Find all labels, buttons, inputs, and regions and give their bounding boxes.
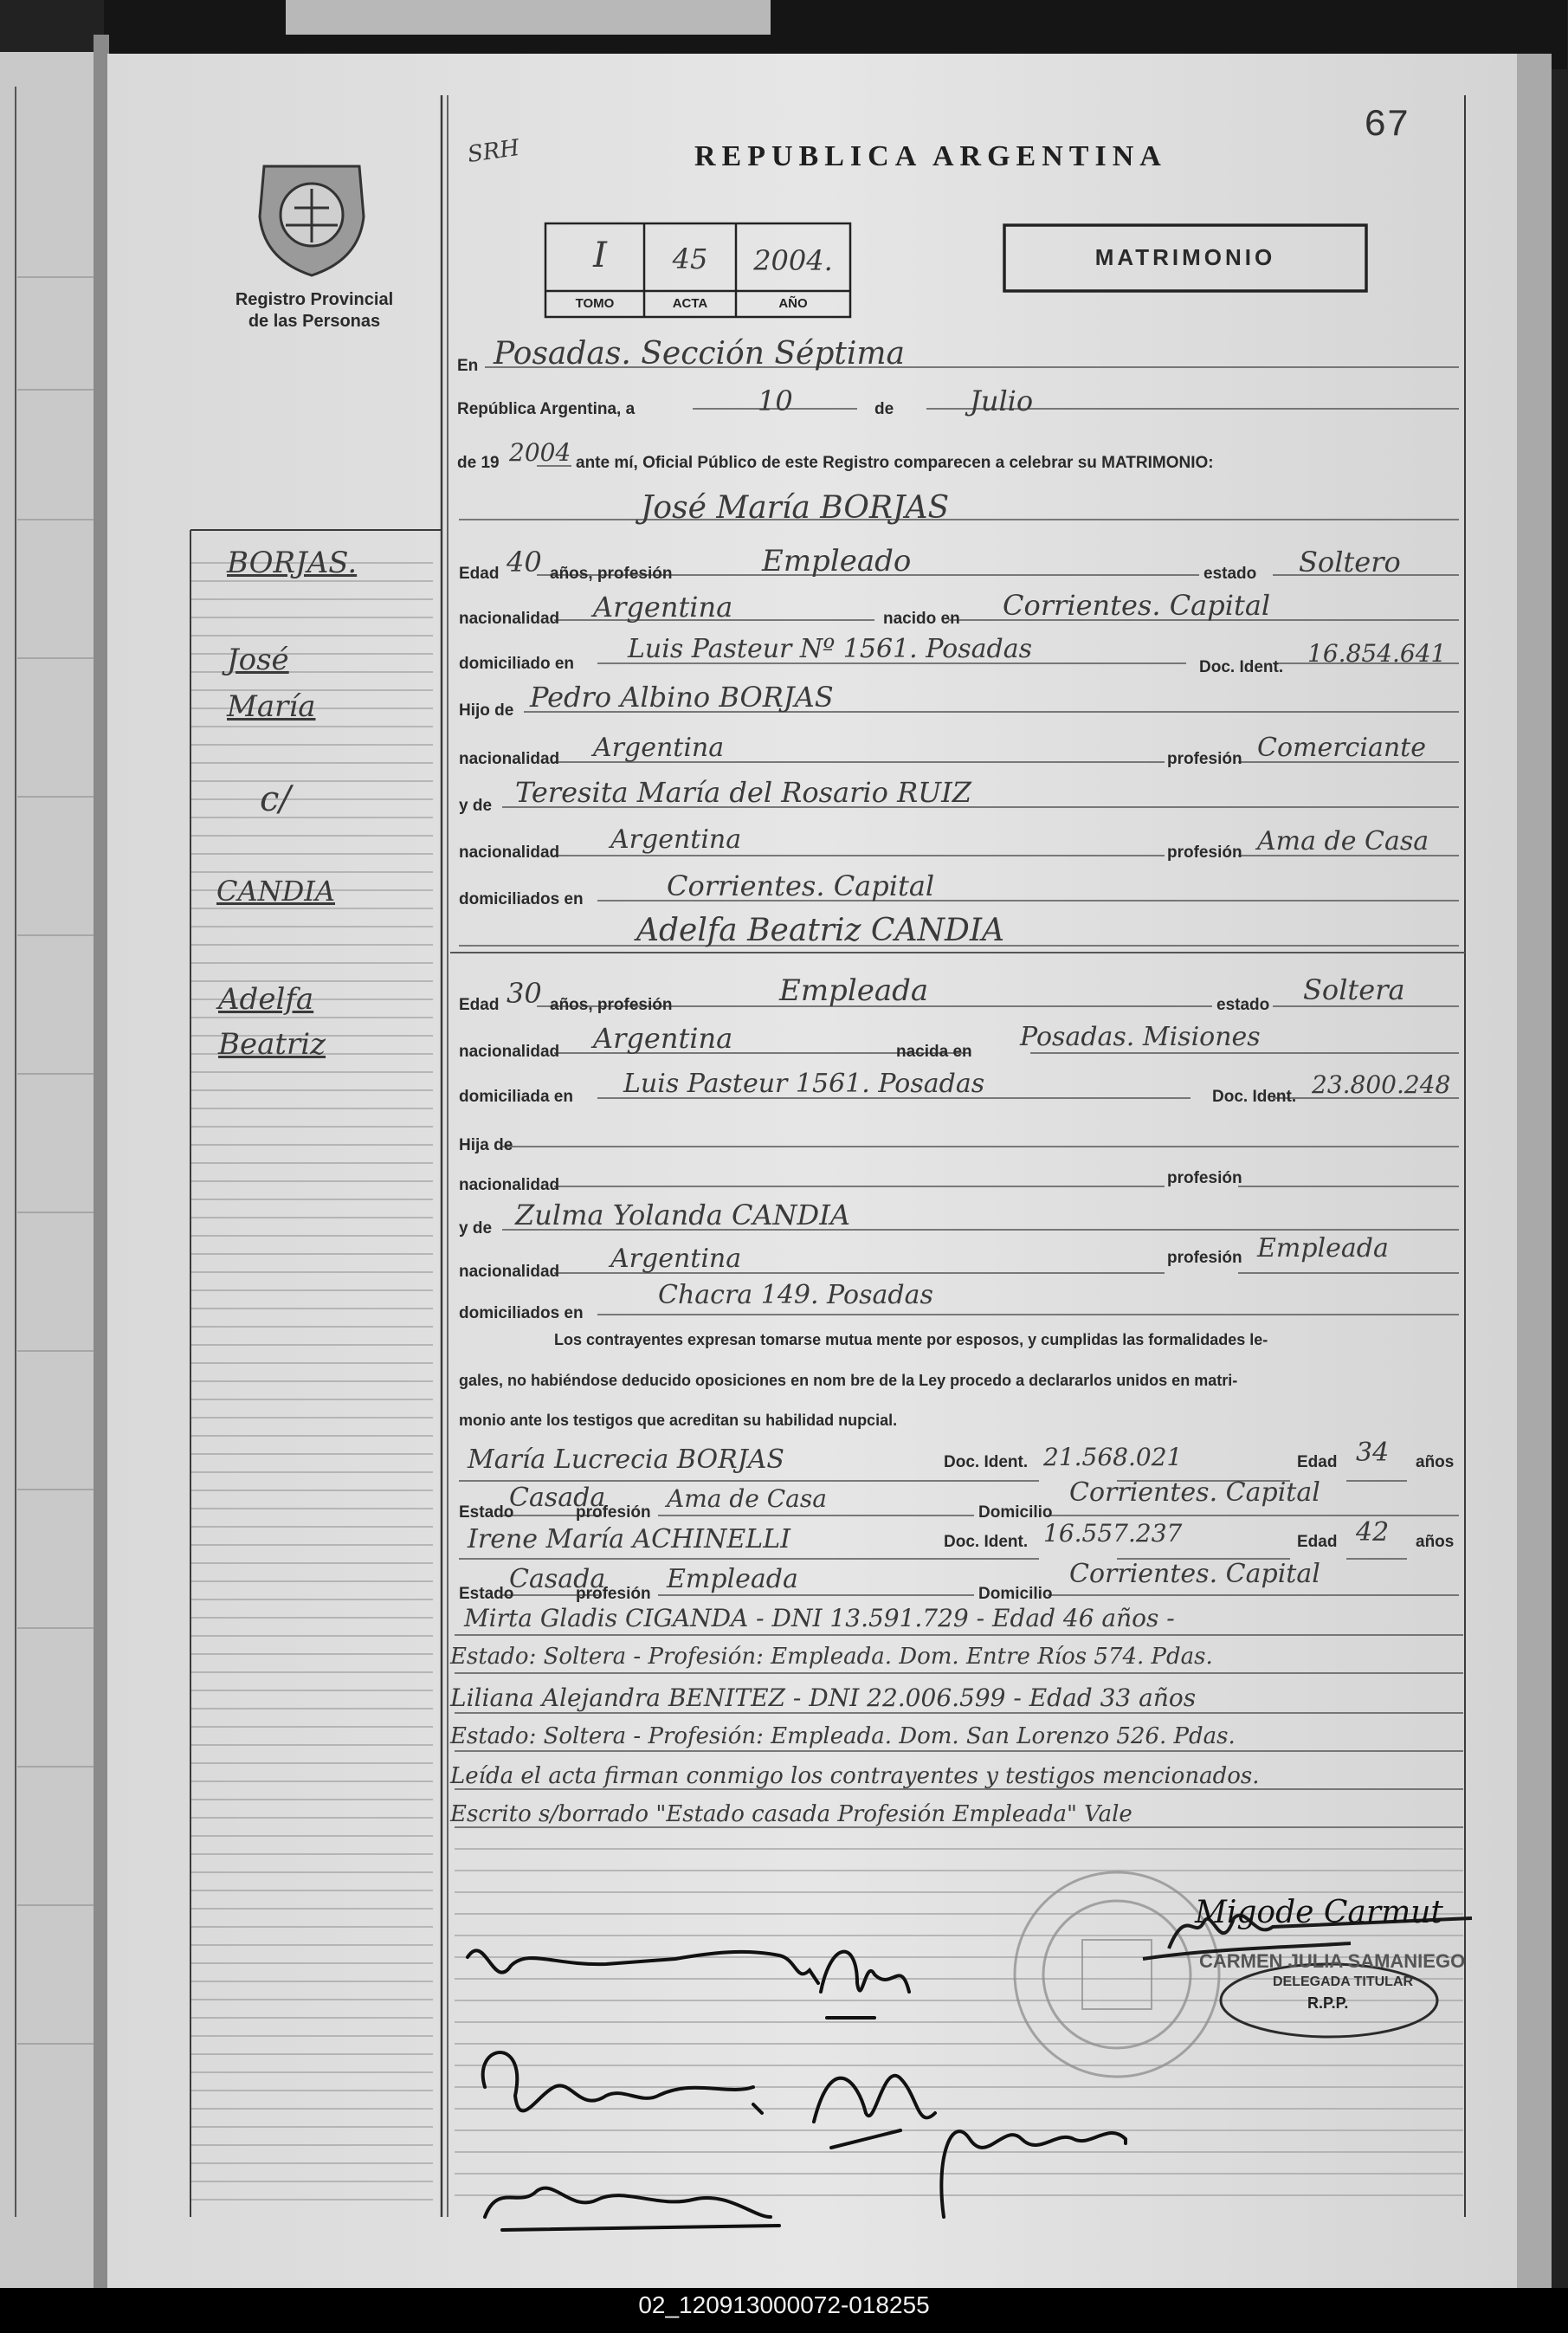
margin-note-first-name: José xyxy=(227,643,289,677)
official-role: DELEGADA TITULAR xyxy=(1273,1974,1414,1989)
margin-note-surname: BORJAS. xyxy=(227,546,358,580)
groom-mother: Teresita María del Rosario RUIZ xyxy=(515,776,972,809)
tomo-label: TOMO xyxy=(575,296,615,311)
label-groom-parents-dom: domiciliados en xyxy=(459,890,584,908)
witness-1-status: Casada xyxy=(509,1483,606,1513)
label-groom-edad: Edad xyxy=(459,565,500,583)
label-bride-mother-prof: profesión xyxy=(1167,1249,1242,1267)
bride-mother-nationality: Argentina xyxy=(610,1244,742,1274)
handwritten-note-1: Mirta Gladis CIGANDA - DNI 13.591.729 - Edad 46 años - xyxy=(464,1604,1175,1632)
witness-1-profession: Ama de Casa xyxy=(667,1484,827,1513)
margin-note-bride-first: Adelfa xyxy=(218,982,314,1017)
label-bride-doc: Doc. Ident. xyxy=(1212,1088,1297,1106)
groom-mother-nationality: Argentina xyxy=(610,824,742,855)
witness-2-doc: 16.557.237 xyxy=(1043,1519,1183,1548)
witness-2-name: Irene María ACHINELLI xyxy=(468,1524,790,1554)
official-name: CARMEN JULIA SAMANIEGO xyxy=(1199,1950,1466,1972)
handwritten-note-3: Liliana Alejandra BENITEZ - DNI 22.006.599 - Edad 33 años xyxy=(450,1684,1197,1712)
label-bride-edad: Edad xyxy=(459,996,500,1014)
witness-1-name: María Lucrecia BORJAS xyxy=(468,1444,784,1475)
bride-civil-status: Soltera xyxy=(1303,973,1405,1006)
label-witness-1-anos: años xyxy=(1416,1453,1455,1471)
tomo-value: I xyxy=(593,236,607,275)
label-witness-2-edad: Edad xyxy=(1297,1533,1338,1551)
groom-father-profession: Comerciante xyxy=(1257,733,1426,763)
label-groom-hijo: Hijo de xyxy=(459,701,514,720)
acta-value: 45 xyxy=(672,242,708,275)
bride-doc-number: 23.800.248 xyxy=(1312,1070,1451,1099)
bride-profession: Empleada xyxy=(779,973,929,1008)
official-office: R.P.P. xyxy=(1307,1994,1349,2012)
label-witness-2-doc: Doc. Ident. xyxy=(944,1533,1029,1551)
label-groom-doc: Doc. Ident. xyxy=(1199,658,1284,676)
label-groom-nacionalidad: nacionalidad xyxy=(459,610,560,628)
year-value: 2004 xyxy=(509,438,571,467)
bride-age: 30 xyxy=(507,977,542,1010)
witness-1-age: 34 xyxy=(1356,1438,1390,1468)
handwritten-note-6: Escrito s/borrado "Estado casada Profesión Empleada" Vale xyxy=(450,1801,1132,1827)
groom-nationality: Argentina xyxy=(593,591,733,624)
witness-2-profession: Empleada xyxy=(667,1564,798,1594)
bride-name: Adelfa Beatriz CANDIA xyxy=(636,913,1005,948)
intro-statement: ante mí, Oficial Público de este Registro comparecen a celebrar su MATRIMONIO: xyxy=(576,454,1214,472)
label-groom-yde: y de xyxy=(459,797,493,815)
label-witness-2-estado: Estado xyxy=(459,1585,514,1603)
registry-line-2: de las Personas xyxy=(248,312,381,331)
label-witness-1-doc: Doc. Ident. xyxy=(944,1453,1029,1471)
label-bride-estado: estado xyxy=(1216,996,1270,1014)
groom-birthplace: Corrientes. Capital xyxy=(1003,589,1271,622)
label-witness-1-prof: profesión xyxy=(576,1503,651,1522)
groom-mother-profession: Ama de Casa xyxy=(1257,826,1429,856)
page-number: 67 xyxy=(1364,104,1410,147)
bride-parents-address: Chacra 149. Posadas xyxy=(658,1280,933,1310)
registry-line-1: Registro Provincial xyxy=(235,290,394,309)
margin-note-bride-second: Beatriz xyxy=(218,1027,326,1062)
label-groom-father-prof: profesión xyxy=(1167,750,1242,768)
groom-name: José María BORJAS xyxy=(641,490,950,526)
label-witness-2-prof: profesión xyxy=(576,1585,651,1603)
groom-civil-status: Soltero xyxy=(1299,546,1401,578)
groom-profession: Empleado xyxy=(762,544,912,578)
label-groom-mother-prof: profesión xyxy=(1167,843,1242,862)
ano-label: AÑO xyxy=(778,296,808,311)
label-en: En xyxy=(457,357,479,375)
label-bride-parents-dom: domiciliados en xyxy=(459,1304,584,1322)
handwritten-note-2: Estado: Soltera - Profesión: Empleada. Dom. Entre Ríos 574. Pdas. xyxy=(450,1644,1213,1670)
groom-age: 40 xyxy=(507,546,542,578)
label-bride-father-nat: nacionalidad xyxy=(459,1176,560,1194)
groom-doc-number: 16.854.641 xyxy=(1307,639,1447,668)
label-bride-father-prof: profesión xyxy=(1167,1169,1242,1187)
margin-note-second-name: María xyxy=(227,689,316,724)
label-bride-domiciliada: domiciliada en xyxy=(459,1088,573,1106)
record-type: MATRIMONIO xyxy=(1094,244,1276,270)
place-value: Posadas. Sección Séptima xyxy=(494,336,905,372)
handwritten-note-5: Leída el acta firman conmigo los contrayentes y testigos mencionados. xyxy=(450,1763,1260,1789)
bride-birthplace: Posadas. Misiones xyxy=(1020,1022,1261,1052)
witness-1-address: Corrientes. Capital xyxy=(1069,1477,1320,1508)
label-groom-domiciliado: domiciliado en xyxy=(459,655,575,673)
day-value: 10 xyxy=(758,385,793,417)
bride-mother-profession: Empleada xyxy=(1257,1233,1389,1263)
label-witness-2-anos: años xyxy=(1416,1533,1455,1551)
label-de: de xyxy=(874,400,894,418)
month-value: Julio xyxy=(970,385,1034,417)
label-bride-nacida: nacida en xyxy=(896,1043,972,1061)
label-witness-1-estado: Estado xyxy=(459,1503,514,1522)
witness-1-doc: 21.568.021 xyxy=(1043,1443,1183,1471)
corner-note: SRH xyxy=(466,134,521,169)
label-republica: República Argentina, a xyxy=(457,400,636,418)
label-witness-1-edad: Edad xyxy=(1297,1453,1338,1471)
groom-address: Luis Pasteur Nº 1561. Posadas xyxy=(628,634,1033,664)
declaration-line-3: monio ante los testigos que acreditan su habilidad nupcial. xyxy=(459,1412,898,1429)
label-bride-mother-nat: nacionalidad xyxy=(459,1263,560,1281)
label-bride-nacionalidad: nacionalidad xyxy=(459,1043,560,1061)
official-signature-text: Migode Carmut xyxy=(1195,1895,1443,1930)
label-bride-yde: y de xyxy=(459,1219,493,1238)
acta-label: ACTA xyxy=(672,296,708,311)
declaration-line-1: Los contrayentes expresan tomarse mutua mente por esposos, y cumplidas las formalidades le- xyxy=(554,1331,1268,1348)
document-title: REPUBLICA ARGENTINA xyxy=(694,140,1167,172)
groom-father: Pedro Albino BORJAS xyxy=(530,681,834,714)
label-groom-profesion: años, profesión xyxy=(550,565,673,583)
declaration-line-2: gales, no habiéndose deducido oposiciones en nom bre de la Ley procedo a declararlos unidos en matri- xyxy=(459,1372,1238,1389)
groom-parents-address: Corrientes. Capital xyxy=(667,869,935,902)
label-groom-estado: estado xyxy=(1203,565,1257,583)
margin-note-connector: c/ xyxy=(260,779,291,819)
label-witness-1-dom: Domicilio xyxy=(978,1503,1053,1522)
label-bride-profesion: años, profesión xyxy=(550,996,673,1014)
label-witness-2-dom: Domicilio xyxy=(978,1585,1053,1603)
bride-address: Luis Pasteur 1561. Posadas xyxy=(623,1069,985,1099)
label-bride-hija: Hija de xyxy=(459,1136,513,1154)
label-groom-nacido: nacido en xyxy=(883,610,960,628)
witness-2-address: Corrientes. Capital xyxy=(1069,1559,1320,1589)
bride-mother: Zulma Yolanda CANDIA xyxy=(515,1199,850,1231)
bride-nationality: Argentina xyxy=(593,1022,733,1055)
label-groom-mother-nat: nacionalidad xyxy=(459,843,560,862)
ano-value: 2004. xyxy=(753,244,833,277)
image-caption: 02_120913000072-018255 xyxy=(638,2291,930,2318)
label-groom-father-nat: nacionalidad xyxy=(459,750,560,768)
groom-father-nationality: Argentina xyxy=(593,733,725,763)
witness-2-status: Casada xyxy=(509,1564,606,1594)
witness-2-age: 42 xyxy=(1356,1517,1390,1548)
handwritten-note-4: Estado: Soltera - Profesión: Empleada. Dom. San Lorenzo 526. Pdas. xyxy=(450,1723,1236,1749)
label-year-prefix: de 19 xyxy=(457,454,500,472)
margin-note-bride-surname: CANDIA xyxy=(216,875,335,908)
